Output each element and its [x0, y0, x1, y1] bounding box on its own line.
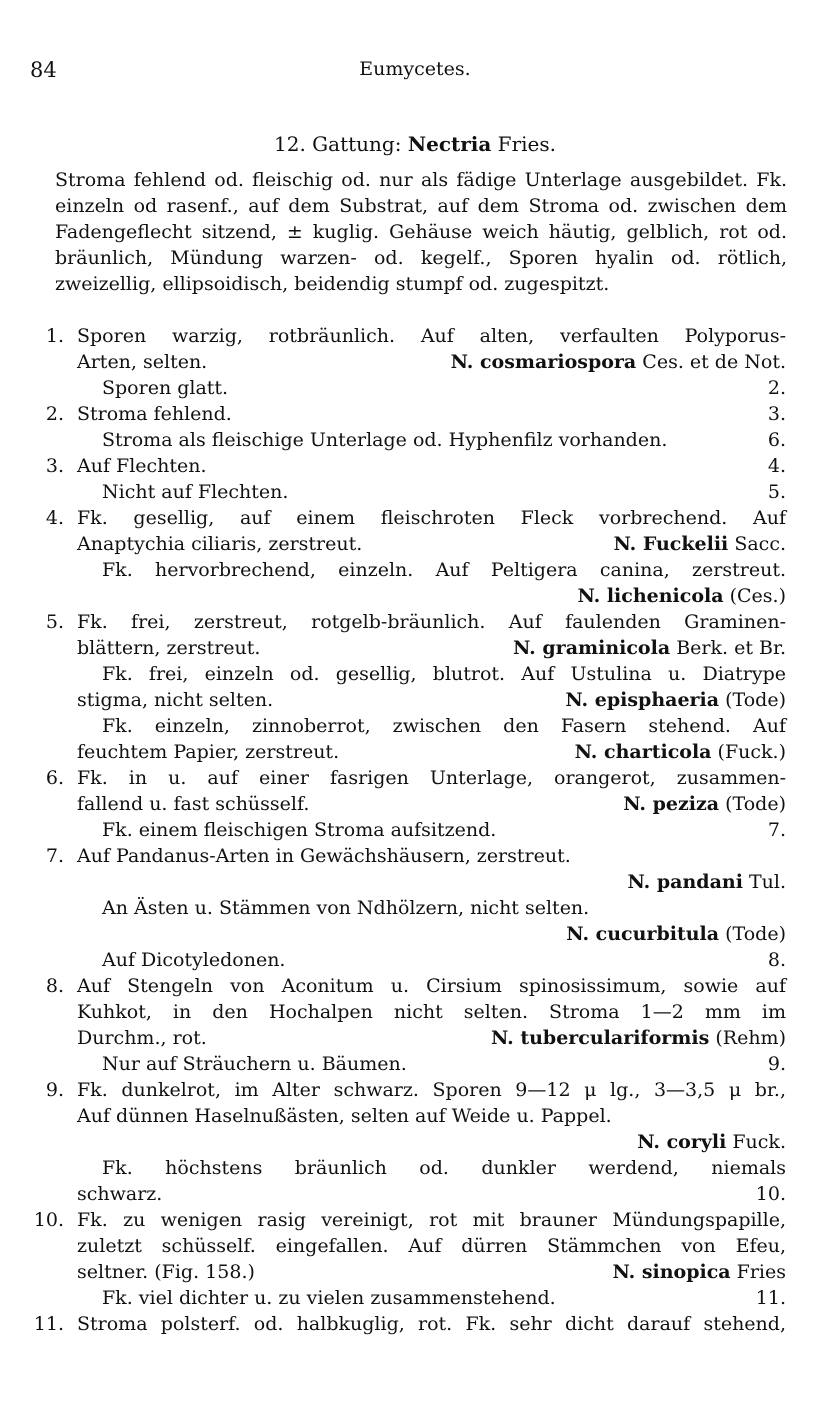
- species-entry: [566, 921, 786, 947]
- key-line: [0, 999, 830, 1025]
- key-line: [0, 1129, 830, 1155]
- species-entry: [628, 869, 787, 895]
- key-line: [0, 1285, 830, 1311]
- key-text: Durchm., rot.: [77, 1027, 207, 1049]
- key-line: [0, 1077, 830, 1103]
- key-lead: 10.: [755, 1183, 786, 1205]
- genus-name: Nectria: [407, 132, 492, 156]
- key-text: Kuhkot, in den Hochalpen nicht selten. Stroma 1—2 mm im: [77, 1001, 786, 1023]
- species-entry: [491, 1025, 786, 1051]
- key-number: 10.: [33, 1209, 64, 1231]
- species-author: (Tode): [725, 923, 786, 945]
- species-entry: [575, 739, 786, 765]
- species-name: N. sinopica: [612, 1261, 731, 1283]
- key-line: [0, 973, 830, 999]
- key-number: 4.: [45, 507, 64, 529]
- key-text: Auf Dicotyledonen.: [102, 949, 286, 971]
- key-line: [0, 869, 830, 895]
- species-name: N. graminicola: [513, 637, 671, 659]
- key-line: [0, 791, 830, 817]
- key-line: [0, 375, 830, 401]
- key-text: feuchtem Papier, zerstreut.: [77, 741, 340, 763]
- key-text: An Ästen u. Stämmen von Ndhölzern, nicht selten.: [102, 897, 590, 919]
- species-author: Tul.: [748, 871, 786, 893]
- key-text: blättern, zerstreut.: [77, 637, 261, 659]
- key-text: seltner. (Fig. 158.): [77, 1261, 255, 1283]
- species-author: (Fuck.): [717, 741, 786, 763]
- key-text: Auf Stengeln von Aconitum u. Cirsium spinosissimum, sowie auf: [77, 975, 786, 997]
- key-text: Fk. einem fleischigen Stroma aufsitzend.: [102, 819, 497, 841]
- key-text: Auf Flechten.: [77, 455, 207, 477]
- species-entry: [451, 349, 786, 375]
- key-text: zuletzt schüsself. eingefallen. Auf dürren Stämmchen von Efeu,: [77, 1235, 786, 1257]
- species-name: N. tuberculariformis: [490, 1027, 710, 1049]
- key-number: 6.: [45, 767, 64, 789]
- key-line: [0, 1181, 830, 1207]
- key-line: [0, 453, 830, 479]
- key-line: [0, 349, 830, 375]
- species-name: N. peziza: [623, 793, 720, 815]
- key-line: [0, 1051, 830, 1077]
- species-author: (Tode): [725, 689, 786, 711]
- key-line: [0, 609, 830, 635]
- key-line: [0, 583, 830, 609]
- key-lead: 8.: [767, 949, 786, 971]
- key-lead: 7.: [767, 819, 786, 841]
- key-line: [0, 817, 830, 843]
- key-text: Fk. viel dichter u. zu vielen zusammenstehend.: [102, 1287, 556, 1309]
- genus-description: Stroma fehlend od. fleischig od. nur als fädige Unterlage ausgebildet. Fk. einzeln od rasenf., auf dem Substrat, auf dem Stroma od. zwischen dem Fadengeflecht sitzend, ± kuglig. Gehäuse weich häutig, gelblich, rot od. bräunlich, Mündung warzen- od. kegelf., Sporen hyalin od. rötlich, zweizellig, ellipsoidisch, beidendig stumpf od. zugespitzt.: [55, 169, 787, 295]
- key-line: [0, 739, 830, 765]
- key-lead: 3.: [767, 403, 786, 425]
- key-line: [0, 843, 830, 869]
- key-line: [0, 1103, 830, 1129]
- key-text: stigma, nicht selten.: [77, 689, 274, 711]
- species-author: (Tode): [725, 793, 786, 815]
- genus-prefix: 12. Gattung:: [274, 132, 408, 156]
- identification-key: [0, 323, 830, 1337]
- key-text: Arten, selten.: [77, 351, 208, 373]
- key-lead: 9.: [767, 1053, 786, 1075]
- key-number: 5.: [45, 611, 64, 633]
- species-author: Berk. et Br.: [676, 637, 786, 659]
- key-text: Stroma polsterf. od. halbkuglig, rot. Fk. sehr dicht darauf stehend,: [77, 1313, 786, 1335]
- key-line: [0, 713, 830, 739]
- key-line: [0, 765, 830, 791]
- key-text: Fk. frei, zerstreut, rotgelb-bräunlich. Auf faulenden Graminen-: [77, 611, 786, 633]
- key-number: 1.: [45, 325, 64, 347]
- species-entry: [513, 635, 786, 661]
- key-number: 3.: [45, 455, 64, 477]
- key-line: [0, 531, 830, 557]
- species-name: N. coryli: [637, 1131, 727, 1153]
- running-header: [30, 58, 800, 88]
- key-text: Fk. dunkelrot, im Alter schwarz. Sporen 9—12 μ lg., 3—3,5 μ br.,: [77, 1079, 786, 1101]
- species-author: Sacc.: [734, 533, 786, 555]
- key-line: [0, 401, 830, 427]
- key-text: Fk. frei, einzeln od. gesellig, blutrot. Auf Ustulina u. Diatrype: [102, 663, 786, 685]
- key-lead: 5.: [767, 481, 786, 503]
- species-entry: [577, 583, 786, 609]
- key-number: 9.: [45, 1079, 64, 1101]
- key-text: schwarz.: [77, 1183, 163, 1205]
- key-text: Auf Pandanus-Arten in Gewächshäusern, zerstreut.: [77, 845, 571, 867]
- key-lead: 6.: [767, 429, 786, 451]
- key-line: [0, 661, 830, 687]
- key-text: Auf dünnen Haselnußästen, selten auf Weide u. Pappel.: [77, 1105, 612, 1127]
- key-text: Fk. hervorbrechend, einzeln. Auf Peltigera canina, zerstreut.: [102, 559, 786, 581]
- key-text: Fk. in u. auf einer fasrigen Unterlage, orangerot, zusammen-: [77, 767, 786, 789]
- key-line: [0, 1155, 830, 1181]
- species-entry: [623, 791, 786, 817]
- key-line: [0, 427, 830, 453]
- key-text: Stroma fehlend.: [77, 403, 232, 425]
- key-text: Sporen glatt.: [102, 377, 229, 399]
- key-text: Nicht auf Flechten.: [102, 481, 289, 503]
- key-text: Fk. gesellig, auf einem fleischroten Fleck vorbrechend. Auf: [77, 507, 786, 529]
- species-entry: [613, 531, 786, 557]
- key-lead: 2.: [767, 377, 786, 399]
- running-title: Eumycetes.: [359, 58, 471, 80]
- key-text: Anaptychia ciliaris, zerstreut.: [77, 533, 363, 555]
- species-name: N. cucurbitula: [566, 923, 720, 945]
- key-text: Stroma als fleischige Unterlage od. Hyphenfilz vorhanden.: [102, 429, 668, 451]
- genus-heading: [0, 132, 830, 156]
- key-line: [0, 1233, 830, 1259]
- key-text: Fk. zu wenigen rasig vereinigt, rot mit brauner Mündungspapille,: [77, 1209, 786, 1231]
- species-entry: [565, 687, 786, 713]
- species-author: Fries: [736, 1261, 786, 1283]
- species-name: N. episphaeria: [565, 689, 720, 711]
- key-line: [0, 1025, 830, 1051]
- species-author: Ces. et de Not.: [642, 351, 786, 373]
- key-lead: 11.: [755, 1287, 786, 1309]
- key-text: Fk. einzeln, zinnoberrot, zwischen den Fasern stehend. Auf: [102, 715, 786, 737]
- key-lead: 4.: [767, 455, 786, 477]
- key-number: 2.: [45, 403, 64, 425]
- species-entry: [637, 1129, 786, 1155]
- key-line: [0, 687, 830, 713]
- species-author: Fuck.: [732, 1131, 786, 1153]
- species-name: N. lichenicola: [577, 585, 724, 607]
- key-line: [0, 323, 830, 349]
- species-name: N. cosmariospora: [450, 351, 637, 373]
- key-line: [0, 921, 830, 947]
- key-line: [0, 947, 830, 973]
- key-text: Fk. höchstens bräunlich od. dunkler werdend, niemals: [102, 1157, 786, 1179]
- species-name: N. pandani: [627, 871, 743, 893]
- genus-author: Fries.: [491, 132, 556, 156]
- species-name: N. Fuckelii: [613, 533, 729, 555]
- key-number: 7.: [45, 845, 64, 867]
- key-text: Sporen warzig, rotbräunlich. Auf alten, verfaulten Polyporus-: [77, 325, 786, 347]
- key-line: [0, 895, 830, 921]
- key-line: [0, 635, 830, 661]
- key-line: [0, 1259, 830, 1285]
- species-author: (Rehm): [715, 1027, 786, 1049]
- species-author: (Ces.): [729, 585, 786, 607]
- key-text: Nur auf Sträuchern u. Bäumen.: [102, 1053, 407, 1075]
- species-name: N. charticola: [574, 741, 712, 763]
- key-line: [0, 557, 830, 583]
- page-number: 84: [30, 58, 57, 82]
- key-line: [0, 1207, 830, 1233]
- key-number: 8.: [45, 975, 64, 997]
- key-line: [0, 505, 830, 531]
- species-entry: [612, 1259, 786, 1285]
- key-text: fallend u. fast schüsself.: [77, 793, 310, 815]
- key-line: [0, 479, 830, 505]
- key-line: [0, 1311, 830, 1337]
- key-number: 11.: [33, 1313, 64, 1335]
